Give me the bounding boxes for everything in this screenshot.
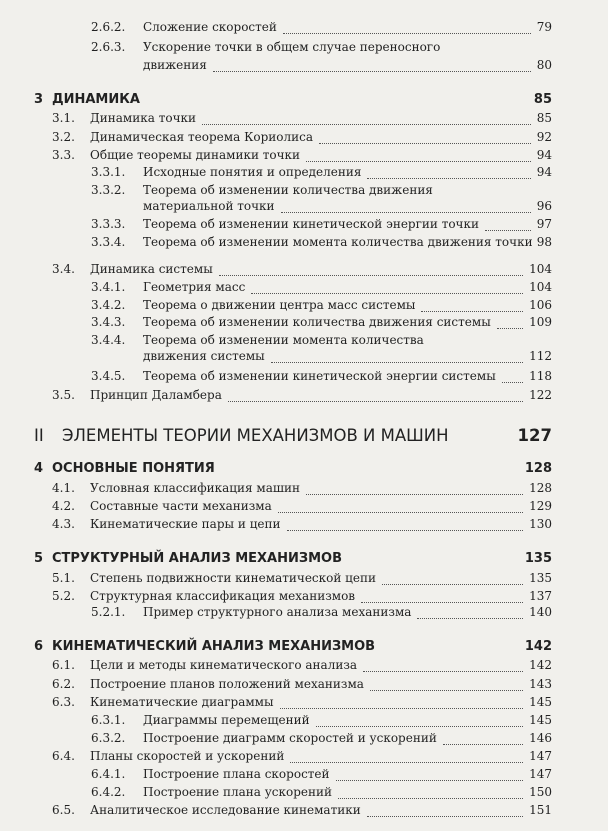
toc-entry-number: 3.2. bbox=[52, 130, 75, 144]
toc-leader-dots bbox=[497, 328, 523, 329]
toc-entry-title: Цели и методы кинематического анализа bbox=[90, 658, 358, 672]
toc-entry-page: 118 bbox=[529, 369, 552, 383]
toc-entry-title: материальной точки bbox=[143, 199, 275, 213]
toc-entry-page: 142 bbox=[524, 639, 552, 654]
toc-entry-number: 3.3. bbox=[52, 148, 75, 162]
toc-entry-title: движения bbox=[143, 58, 207, 72]
toc-leader-dots bbox=[281, 212, 531, 213]
toc-leader-dots bbox=[361, 602, 523, 603]
toc-entry-title: Ускорение точки в общем случае переносного bbox=[143, 40, 441, 54]
toc-entry bbox=[0, 388, 608, 410]
toc-leader-dots bbox=[213, 71, 531, 72]
toc-entry-number: 3.5. bbox=[52, 388, 75, 402]
toc-entry-title: СТРУКТУРНЫЙ АНАЛИЗ МЕХАНИЗМОВ bbox=[52, 551, 342, 566]
toc-entry-title: Построение планов положений механизма bbox=[90, 677, 364, 691]
toc-chapter bbox=[0, 551, 608, 573]
toc-entry-page: 128 bbox=[529, 481, 552, 495]
toc-entry-page: 147 bbox=[529, 749, 552, 763]
toc-entry-title: Теорема об изменении кинетической энергии точки bbox=[143, 217, 479, 231]
toc-entry-title: Степень подвижности кинематической цепи bbox=[90, 571, 376, 585]
toc-entry-number: 6.3.2. bbox=[91, 731, 126, 745]
toc-entry-page: 127 bbox=[517, 426, 552, 445]
toc-entry-number: 3.4.3. bbox=[91, 315, 126, 329]
toc-entry-title: КИНЕМАТИЧЕСКИЙ АНАЛИЗ МЕХАНИЗМОВ bbox=[52, 639, 376, 654]
toc-entry-page: 140 bbox=[529, 605, 552, 619]
toc-entry-page: 143 bbox=[529, 677, 552, 691]
toc-leader-dots bbox=[219, 275, 523, 276]
toc-leader-dots bbox=[336, 780, 524, 781]
toc-entry bbox=[0, 235, 608, 257]
toc-leader-dots bbox=[485, 230, 531, 231]
toc-entry-page: 80 bbox=[536, 58, 552, 72]
toc-entry-number: 6.5. bbox=[52, 803, 75, 817]
toc-entry-number: 3.3.4. bbox=[91, 235, 126, 249]
toc-entry-title: Построение плана ускорений bbox=[143, 785, 332, 799]
toc-entry-title: Теорема об изменении момента количества движения точки bbox=[143, 235, 533, 249]
toc-entry-title: Планы скоростей и ускорений bbox=[90, 749, 285, 763]
toc-entry-title: Теорема о движении центра масс системы bbox=[143, 298, 416, 312]
toc-leader-dots bbox=[306, 494, 523, 495]
toc-entry-title: ДИНАМИКА bbox=[52, 92, 140, 107]
toc-entry-title: Динамика системы bbox=[90, 262, 213, 276]
toc-entry-title: Аналитическое исследование кинематики bbox=[90, 803, 361, 817]
toc-entry-page: 109 bbox=[529, 315, 552, 329]
toc-leader-dots bbox=[421, 311, 523, 312]
toc-entry-number: 6.1. bbox=[52, 658, 75, 672]
toc-leader-dots bbox=[287, 530, 524, 531]
toc-entry-number: 3.3.2. bbox=[91, 183, 126, 197]
toc-entry-page: 150 bbox=[529, 785, 552, 799]
toc-entry-page: 137 bbox=[529, 589, 552, 603]
toc-entry-number: 4.3. bbox=[52, 517, 75, 531]
toc-leader-dots bbox=[363, 671, 523, 672]
toc-entry bbox=[0, 803, 608, 825]
toc-entry-page: 79 bbox=[536, 20, 552, 34]
toc-chapter bbox=[0, 461, 608, 483]
toc-entry-page: 104 bbox=[529, 280, 552, 294]
toc-entry-title: ОСНОВНЫЕ ПОНЯТИЯ bbox=[52, 461, 215, 476]
toc-entry-title: Составные части механизма bbox=[90, 499, 272, 513]
toc-entry-number: 2.6.3. bbox=[91, 40, 126, 54]
toc-entry-title: Условная классификация машин bbox=[90, 481, 301, 495]
toc-entry-number: 5.2.1. bbox=[91, 605, 126, 619]
toc-entry-title: Теорема об изменении количества движения системы bbox=[143, 315, 491, 329]
toc-entry-number: 3.4. bbox=[52, 262, 75, 276]
toc-entry-title: Диаграммы перемещений bbox=[143, 713, 310, 727]
toc-entry-title: Исходные понятия и определения bbox=[143, 165, 362, 179]
toc-entry-number: 4.2. bbox=[52, 499, 75, 513]
toc-entry-number: 5.1. bbox=[52, 571, 75, 585]
toc-entry-title: Построение диаграмм скоростей и ускорений bbox=[143, 731, 437, 745]
toc-part bbox=[0, 426, 608, 448]
toc-entry-number: 3.4.1. bbox=[91, 280, 126, 294]
toc-entry bbox=[0, 20, 608, 42]
toc-leader-dots bbox=[306, 161, 531, 162]
toc-entry-number: 3.4.2. bbox=[91, 298, 126, 312]
toc-entry bbox=[0, 349, 608, 371]
toc-entry-title: Принцип Даламбера bbox=[90, 388, 222, 402]
toc-entry-page: 130 bbox=[529, 517, 552, 531]
toc-leader-dots bbox=[367, 178, 530, 179]
toc-entry-number: 3.4.5. bbox=[91, 369, 126, 383]
toc-entry-number: 4.1. bbox=[52, 481, 75, 495]
toc-entry-title: Построение плана скоростей bbox=[143, 767, 330, 781]
toc-entry-page: 151 bbox=[529, 803, 552, 817]
toc-leader-dots bbox=[290, 762, 523, 763]
toc-entry bbox=[0, 605, 608, 627]
toc-entry-title: Кинематические диаграммы bbox=[90, 695, 274, 709]
toc-entry-number: 6.4.2. bbox=[91, 785, 126, 799]
toc-entry-title: Пример структурного анализа механизма bbox=[143, 605, 412, 619]
toc-entry-page: 106 bbox=[529, 298, 552, 312]
toc-leader-dots bbox=[283, 33, 531, 34]
toc-entry-title: Теорема об изменении кинетической энергии системы bbox=[143, 369, 496, 383]
toc-entry-page: 122 bbox=[529, 388, 552, 402]
toc-entry-page: 97 bbox=[536, 217, 552, 231]
toc-leader-dots bbox=[278, 512, 523, 513]
toc-entry-number: 3.3.1. bbox=[91, 165, 126, 179]
toc-entry-page: 145 bbox=[529, 713, 552, 727]
toc-entry-number: 6.4.1. bbox=[91, 767, 126, 781]
toc-entry-number: 3.1. bbox=[52, 111, 75, 125]
toc-entry-title: движения системы bbox=[143, 349, 265, 363]
toc-leader-dots bbox=[316, 726, 523, 727]
toc-entry-title: Структурная классификация механизмов bbox=[90, 589, 356, 603]
toc-entry-number: 4 bbox=[34, 461, 44, 476]
toc-leader-dots bbox=[271, 362, 523, 363]
toc-entry bbox=[0, 517, 608, 539]
toc-entry-page: 146 bbox=[529, 731, 552, 745]
toc-entry-title: Теорема об изменении количества движения bbox=[143, 183, 433, 197]
toc-entry-title: Общие теоремы динамики точки bbox=[90, 148, 301, 162]
toc-entry-page: 96 bbox=[536, 199, 552, 213]
toc-entry-title: Сложение скоростей bbox=[143, 20, 277, 34]
toc-leader-dots bbox=[382, 584, 523, 585]
toc-entry-number: 5.2. bbox=[52, 589, 75, 603]
toc-leader-dots bbox=[280, 708, 524, 709]
toc-entry-title: Кинематические пары и цепи bbox=[90, 517, 281, 531]
toc-leader-dots bbox=[319, 143, 531, 144]
toc-entry-page: 94 bbox=[536, 148, 552, 162]
toc-entry-number: 6.3. bbox=[52, 695, 75, 709]
toc-entry-number: 3 bbox=[34, 92, 44, 107]
toc-entry-number: 2.6.2. bbox=[91, 20, 126, 34]
toc-entry-page: 85 bbox=[536, 111, 552, 125]
toc-entry-page: 104 bbox=[529, 262, 552, 276]
toc-entry-page: 129 bbox=[529, 499, 552, 513]
toc-leader-dots bbox=[502, 382, 523, 383]
toc-entry-number: 3.4.4. bbox=[91, 333, 126, 347]
toc-entry-page: 98 bbox=[536, 235, 552, 249]
toc-leader-dots bbox=[443, 744, 523, 745]
toc-entry-page: 94 bbox=[536, 165, 552, 179]
toc-entry-number: 6.3.1. bbox=[91, 713, 126, 727]
toc-entry bbox=[0, 58, 608, 80]
toc-entry-number: 5 bbox=[34, 551, 44, 566]
toc-entry-page: 145 bbox=[529, 695, 552, 709]
toc-leader-dots bbox=[417, 618, 523, 619]
toc-entry-number: 6 bbox=[34, 639, 44, 654]
toc-leader-dots bbox=[228, 401, 523, 402]
toc-entry-title: Динамика точки bbox=[90, 111, 197, 125]
toc-leader-dots bbox=[370, 690, 523, 691]
toc-entry-page: 142 bbox=[529, 658, 552, 672]
toc-entry-page: 92 bbox=[536, 130, 552, 144]
toc-entry-number: 6.2. bbox=[52, 677, 75, 691]
toc-entry-page: 85 bbox=[533, 92, 552, 107]
toc-entry-title: Теорема об изменении момента количества bbox=[143, 333, 424, 347]
toc-entry-page: 135 bbox=[524, 551, 552, 566]
toc-entry-number: 3.3.3. bbox=[91, 217, 126, 231]
toc-entry-page: 147 bbox=[529, 767, 552, 781]
toc-entry-page: 128 bbox=[524, 461, 552, 476]
toc-leader-dots bbox=[338, 798, 523, 799]
toc-leader-dots bbox=[251, 293, 523, 294]
toc-entry-title: ЭЛЕМЕНТЫ ТЕОРИИ МЕХАНИЗМОВ И МАШИН bbox=[62, 426, 449, 445]
toc-entry-title: Динамическая теорема Кориолиса bbox=[90, 130, 313, 144]
toc-entry-number: II bbox=[34, 426, 44, 445]
toc-leader-dots bbox=[367, 816, 523, 817]
toc-entry-title: Геометрия масс bbox=[143, 280, 246, 294]
toc-leader-dots bbox=[202, 124, 531, 125]
toc-entry-page: 135 bbox=[529, 571, 552, 585]
toc-entry-number: 6.4. bbox=[52, 749, 75, 763]
toc-entry-page: 112 bbox=[529, 349, 552, 363]
